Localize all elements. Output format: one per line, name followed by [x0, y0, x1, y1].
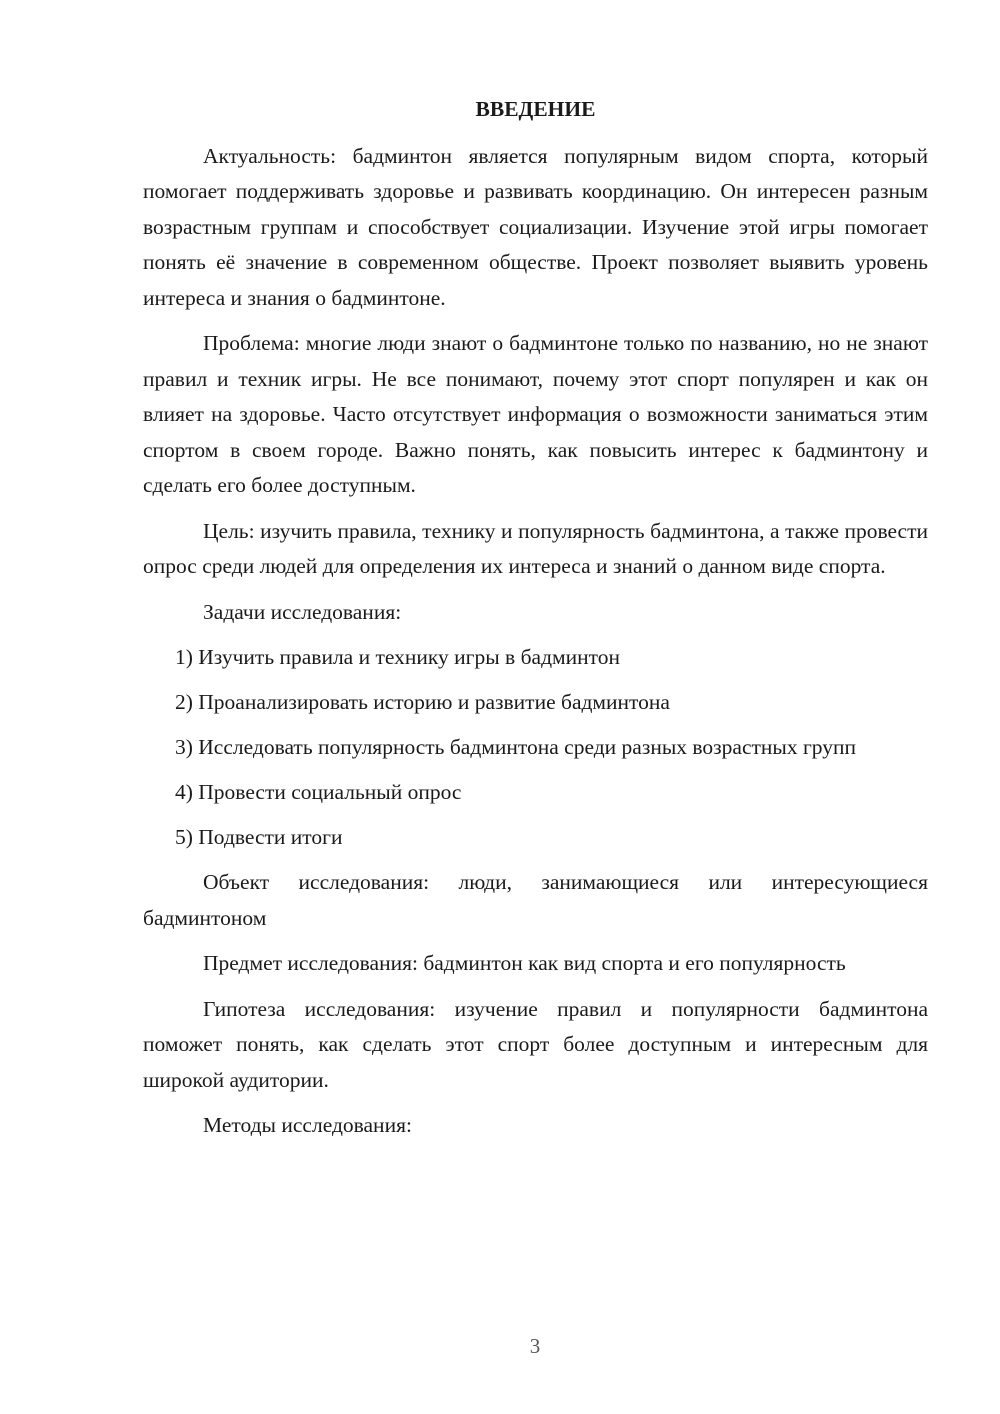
- task-item: 3) Исследовать популярность бадминтона среди разных возрастных групп: [175, 735, 857, 759]
- page-content: [143, 92, 928, 1154]
- paragraph-problem: Проблема: многие люди знают о бадминтоне только по названию, но не знают правил и техник игры. Не все понимают, почему этот спорт популярен и как он влияет на здоровье. Часто отсутствует информация о возможности заниматься этим спортом в своем городе. Важно понять, как повысить интерес к бадминтону и сделать его более доступным.: [143, 331, 928, 497]
- task-item: 5) Подвести итоги: [175, 825, 343, 849]
- paragraph-tasks-heading: Задачи исследования:: [203, 599, 402, 624]
- task-item: 4) Провести социальный опрос: [175, 780, 462, 804]
- paragraph-relevance: Актуальность: бадминтон является популярным видом спорта, который помогает поддерживать здоровье и развивать координацию. Он интересен разным возрастным группам и способствует социализации. Изучение этой игры помогает понять её значение в современном обществе. Проект позволяет выявить уровень интереса и знания о бадминтоне.: [143, 143, 928, 310]
- task-item: 2) Проанализировать историю и развитие бадминтона: [175, 690, 670, 714]
- page-number: 3: [529, 1334, 541, 1358]
- paragraph-hypothesis: Гипотеза исследования: изучение правил и популярности бадминтона поможет понять, как сделать этот спорт более доступным и интересным для широкой аудитории.: [143, 996, 928, 1092]
- paragraph-subject: Предмет исследования: бадминтон как вид спорта и его популярность: [203, 951, 846, 975]
- paragraph-object: Объект исследования: люди, занимающиеся или интересующиеся бадминтоном: [143, 870, 928, 930]
- task-item: 1) Изучить правила и технику игры в бадминтон: [175, 645, 620, 669]
- paragraph-goal: Цель: изучить правила, технику и популярность бадминтона, а также провести опрос среди людей для определения их интереса и знаний о данном виде спорта.: [143, 518, 928, 578]
- paragraph-methods: Методы исследования:: [203, 1113, 412, 1137]
- section-title: ВВЕДЕНИЕ: [475, 97, 596, 121]
